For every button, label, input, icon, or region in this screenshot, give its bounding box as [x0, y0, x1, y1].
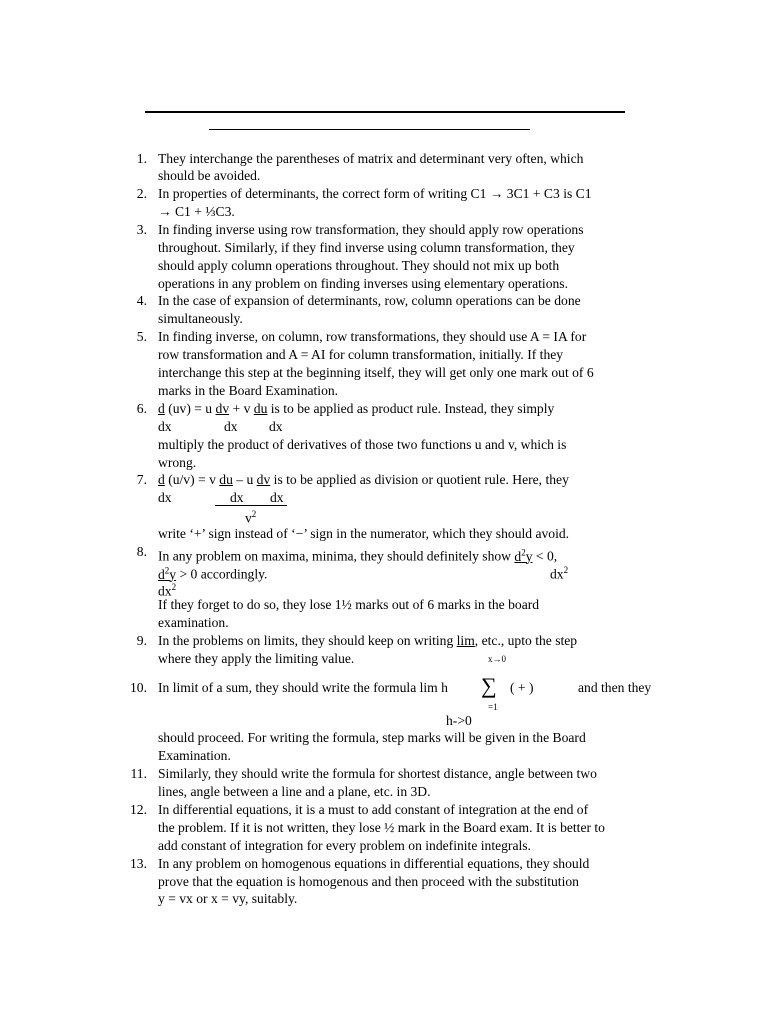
list-item-line: Similarly, they should write the formula for shortest distance, angle between two — [158, 766, 597, 781]
quotient-rule-formula — [158, 471, 569, 489]
formula-fragment: dv — [215, 401, 230, 416]
list-item-line: Examination. — [158, 748, 231, 763]
formula-fragment: v — [245, 510, 252, 526]
list-item-line: In the problems on limits, they should keep on writing lim, etc., upto the step — [158, 633, 578, 648]
item-number: 10. — [130, 680, 147, 695]
list-item-line: multiply the product of derivatives of those two functions u and v, which is — [158, 437, 567, 452]
list-item-line: lines, angle between a line and a plane, etc. in 3D. — [158, 784, 431, 799]
denominator: dx — [224, 419, 238, 434]
formula-fragment: du — [253, 401, 268, 416]
denominator: dx — [269, 419, 283, 434]
formula-fragment: ( + ) — [510, 680, 534, 695]
denominator: dx — [158, 419, 172, 434]
list-item-line: y = vx or x = vy, suitably. — [158, 891, 298, 906]
denominator: $dx^2$ — [550, 565, 569, 582]
item-number: 5. — [136, 329, 147, 344]
item-number: 11. — [130, 766, 147, 781]
formula-fragment: and then they — [578, 680, 652, 695]
list-item-line: simultaneously. — [158, 311, 243, 326]
sigma-icon: ∑ — [481, 673, 497, 698]
limit-of-sum-line: In limit of a sum, they should write the formula lim h — [158, 680, 448, 695]
list-item-line: → C1 + ⅓C3. — [158, 204, 235, 219]
list-item-line: write ‘+’ sign instead of ‘−’ sign in the numerator, which they should avoid. — [158, 526, 570, 541]
formula-fragment: du — [219, 472, 233, 487]
lim-word: lim — [456, 633, 475, 648]
denominator: $dx^2$ — [158, 582, 177, 599]
item-number: 12. — [130, 802, 147, 817]
denominator: dx — [230, 490, 244, 505]
formula-fragment: + v — [229, 401, 254, 416]
list-item-line: should proceed. For writing the formula, step marks will be given in the Board — [158, 730, 586, 745]
d2y-dx2: $d^2y$ — [514, 547, 533, 564]
formula-fragment: d — [158, 472, 165, 487]
item-number: 6. — [136, 401, 147, 416]
list-item-line: operations in any problem on finding inverses using elementary operations. — [158, 276, 568, 291]
list-item-line: interchange this step at the beginning itself, they will get only one mark out of 6 — [158, 365, 594, 380]
list-item-line: should apply column operations throughout. They should not mix up both — [158, 258, 560, 273]
list-item-line: where they apply the limiting value. — [158, 651, 355, 666]
list-item-line: row transformation and A = AI for column transformation, initially. If they — [158, 347, 564, 362]
list-item-line: marks in the Board Examination. — [158, 383, 339, 398]
h-to-zero: h->0 — [446, 713, 472, 728]
formula-fragment: < 0, — [532, 548, 558, 564]
item-number: 3. — [136, 222, 147, 237]
lim-subscript: x→0 — [488, 654, 506, 664]
list-item-line: In properties of determinants, the correct form of writing C1 → 3C1 + C3 is C1 — [158, 186, 592, 201]
product-rule-formula — [158, 400, 554, 418]
list-item-line: add constant of integration for every problem on indefinite integrals. — [158, 838, 531, 853]
list-item-line: In any problem on homogenous equations in differential equations, they should — [158, 856, 590, 871]
formula-fragment: is to be applied as division or quotient rule. Here, they — [270, 472, 569, 487]
list-item-line: They interchange the parentheses of matrix and determinant very often, which — [158, 151, 584, 166]
list-item-line: In differential equations, it is a must to add constant of integration at the end of — [158, 802, 589, 817]
item-number: 2. — [136, 186, 147, 201]
formula-fragment: In any problem on maxima, minima, they should definitely show — [158, 548, 515, 564]
formula-fragment: > 0 accordingly. — [176, 566, 268, 582]
list-item-line: examination. — [158, 615, 229, 630]
item-number: 13. — [130, 856, 147, 871]
list-item-line: wrong. — [158, 455, 197, 470]
formula-fragment: d — [158, 401, 165, 416]
denominator: dx — [270, 490, 284, 505]
header-rule-top — [145, 111, 625, 113]
denominator: dx — [158, 490, 172, 505]
list-item-line: the problem. If it is not written, they lose ½ mark in the Board exam. It is better to — [158, 820, 605, 835]
list-item-line: If they forget to do so, they lose 1½ marks out of 6 marks in the board — [158, 597, 540, 612]
item-number: 8. — [136, 544, 147, 559]
item-number: 7. — [136, 472, 147, 487]
list-item-line: In finding inverse using row transformation, they should apply row operations — [158, 222, 584, 237]
list-item-line: throughout. Similarly, if they find inverse using column transformation, they — [158, 240, 575, 255]
formula-fragment: dv — [256, 472, 271, 487]
formula-fragment: is to be applied as product rule. Instead, they simply — [267, 401, 555, 416]
list-item-line: In the case of expansion of determinants, row, column operations can be done — [158, 293, 581, 308]
item-number: 4. — [136, 293, 147, 308]
list-item-line: prove that the equation is homogenous and then proceed with the substitution — [158, 874, 579, 889]
superscript: 2 — [251, 509, 257, 519]
formula-fragment: (u/v) = v — [164, 472, 220, 487]
item-number: 9. — [136, 633, 147, 648]
d2y-dx2: $d^2y$ — [158, 565, 177, 582]
list-item-line: In finding inverse, on column, row transformations, they should use A = IA for — [158, 329, 587, 344]
list-item-line: should be avoided. — [158, 168, 261, 183]
formula-fragment: – u — [232, 472, 257, 487]
item-number: 1. — [136, 151, 147, 166]
header-rule-bottom — [209, 129, 530, 130]
formula-fragment: (uv) = u — [164, 401, 216, 416]
sigma-subscript: =1 — [488, 702, 498, 712]
